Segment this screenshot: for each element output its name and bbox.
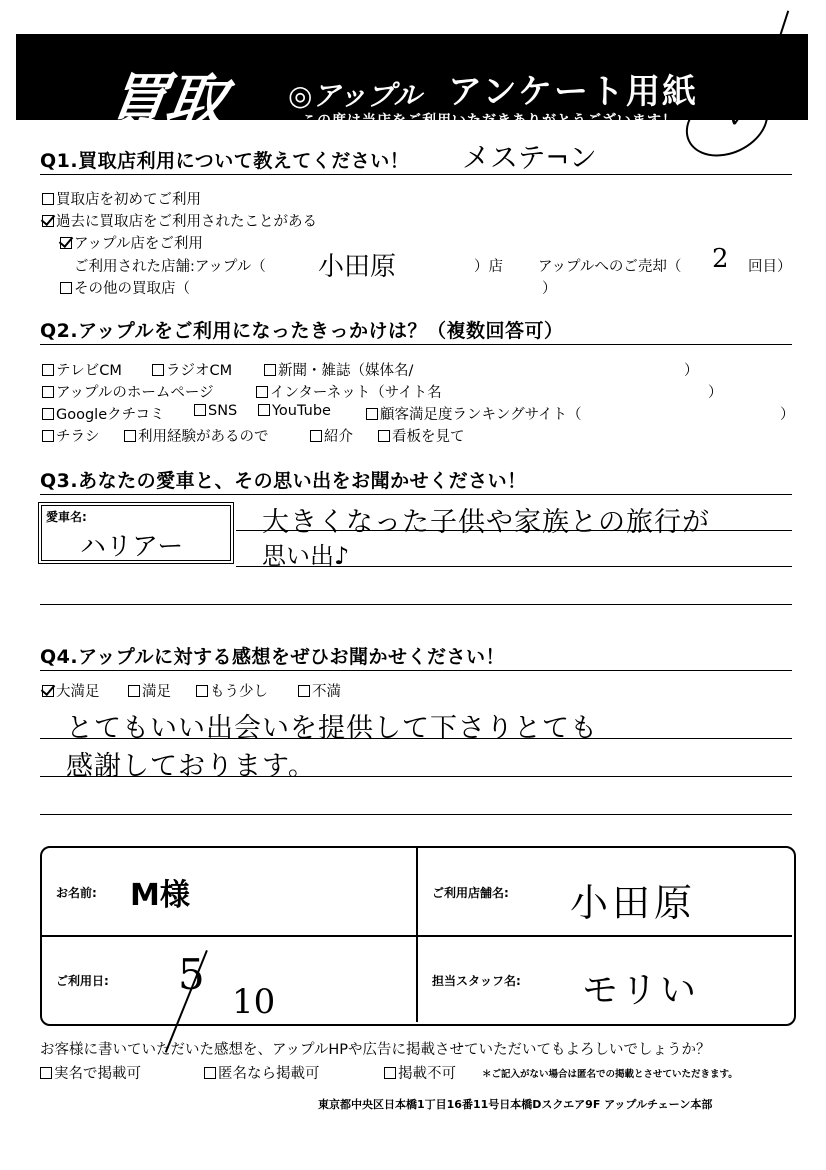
corner-check-mark: ✓ xyxy=(728,104,750,134)
option-apple-shop-label: アップル店をご利用 xyxy=(74,236,203,252)
other-shop-close: ） xyxy=(542,281,557,297)
checkbox-radio-cm[interactable] xyxy=(152,364,164,376)
name-value: M様 xyxy=(130,878,190,913)
option-not-allowed-label: 掲載不可 xyxy=(398,1066,456,1082)
checkbox-more[interactable] xyxy=(196,685,208,697)
checkbox-other-shop[interactable] xyxy=(60,282,72,294)
option-sns[interactable] xyxy=(194,403,237,419)
comment-rule-3 xyxy=(40,814,792,815)
car-name-label: 愛車名: xyxy=(46,510,87,524)
option-satisfied[interactable] xyxy=(128,680,171,701)
checkbox-youtube[interactable] xyxy=(258,404,270,416)
option-radio-cm-label: ラジオCM xyxy=(166,363,233,379)
use-date-day: 10 xyxy=(232,982,276,1022)
checkbox-ranking[interactable] xyxy=(366,408,378,420)
apple-logo-text: アップル xyxy=(312,79,422,112)
option-radio-cm[interactable] xyxy=(152,359,232,380)
option-used-before-label: 過去に買取店をご利用されたことがある xyxy=(56,214,317,230)
comment-rule-2 xyxy=(40,776,792,777)
memory-line-2: 思い出♪ xyxy=(262,542,350,570)
q2-underline xyxy=(40,344,792,345)
memory-line-1: 大きくなった子供や家族との旅行が xyxy=(262,507,710,538)
store-used-handwritten: 小田原 xyxy=(318,252,397,282)
ranking-close: ） xyxy=(780,407,795,423)
q3-underline xyxy=(40,494,792,495)
comment-line-2: 感謝しております。 xyxy=(66,751,316,782)
option-homepage-label: アップルのホームページ xyxy=(56,385,214,401)
checkbox-dissatisfied[interactable] xyxy=(298,685,310,697)
option-google-label: Googleクチコミ xyxy=(56,407,165,423)
q1-underline xyxy=(40,174,792,175)
page-subtitle: この度は当店をご利用いただきありがとうございます！ xyxy=(302,113,677,129)
option-anonymous-label: 匿名なら掲載可 xyxy=(218,1066,320,1082)
consent-note: ＊ご記入がない場合は匿名での掲載とさせていただきます。 xyxy=(482,1069,738,1080)
option-other-shop[interactable] xyxy=(60,277,190,298)
checkbox-very-satisfied[interactable] xyxy=(42,685,54,697)
store-used-suffix: ）店 xyxy=(474,259,503,275)
staff-name-handwritten: モリい xyxy=(582,970,700,1011)
option-not-allowed[interactable] xyxy=(384,1062,456,1083)
option-referral-label: 紹介 xyxy=(324,429,353,445)
option-dissatisfied[interactable] xyxy=(298,680,341,701)
q3-heading: Q3.あなたの愛車と、その思い出をお聞かせください！ xyxy=(40,470,527,492)
comment-rule-1 xyxy=(40,738,792,739)
checkbox-tv-cm[interactable] xyxy=(42,364,54,376)
consent-question: お客様に書いていただいた感想を、アップルHPや広告に掲載させていただいてもよろしいでしょうか？ xyxy=(40,1042,711,1058)
checkbox-sns[interactable] xyxy=(194,404,206,416)
sale-count-suffix: 回目） xyxy=(748,259,792,275)
checkbox-experience[interactable] xyxy=(124,430,136,442)
option-more[interactable] xyxy=(196,680,268,701)
checkbox-real-name[interactable] xyxy=(40,1067,52,1079)
apple-logo xyxy=(288,74,421,114)
checkbox-flyer[interactable] xyxy=(42,430,54,442)
page-title: アンケート用紙 xyxy=(448,72,698,112)
store-name-label: ご利用店舗名: xyxy=(432,886,509,900)
checkbox-internet[interactable] xyxy=(256,386,268,398)
memory-rule-2 xyxy=(236,566,792,567)
q4-underline xyxy=(40,670,792,671)
option-tv-cm-label: テレビCM xyxy=(56,363,122,379)
option-more-label: もう少し xyxy=(210,684,268,700)
option-experience-label: 利用経験があるので xyxy=(138,429,269,445)
name-label: お名前: xyxy=(56,886,97,900)
footer-address: 東京都中央区日本橋1丁目16番11号日本橋Dスクエア9F アップルチェーン本部 xyxy=(318,1098,713,1111)
option-ranking-label: 顧客満足度ランキングサイト（ xyxy=(380,407,582,423)
option-newspaper[interactable] xyxy=(264,359,413,380)
checkbox-satisfied[interactable] xyxy=(128,685,140,697)
option-dissatisfied-label: 不満 xyxy=(312,684,341,700)
q1-heading: Q1.買取店利用について教えてください！ xyxy=(40,150,410,172)
comment-line-1: とてもいい出会いを提供して下さりとても xyxy=(66,713,598,744)
option-google[interactable] xyxy=(42,403,165,424)
checkbox-first-time[interactable] xyxy=(42,193,54,205)
option-tv-cm[interactable] xyxy=(42,359,122,380)
apple-logo-icon: ◎ xyxy=(288,79,313,112)
checkbox-signboard[interactable] xyxy=(378,430,390,442)
option-ranking[interactable] xyxy=(366,403,582,424)
checkbox-homepage[interactable] xyxy=(42,386,54,398)
option-newspaper-label: 新聞・雑誌（媒体名/ xyxy=(278,363,414,379)
option-youtube-label: YouTube xyxy=(272,403,331,419)
option-very-satisfied-label: 大満足 xyxy=(56,684,100,700)
option-real-name-label: 実名で掲載可 xyxy=(54,1066,141,1082)
option-flyer[interactable] xyxy=(42,425,100,446)
info-table-divider-v xyxy=(416,848,418,1022)
use-date-label: ご利用日: xyxy=(56,974,109,988)
checkbox-referral[interactable] xyxy=(310,430,322,442)
q1-handwritten-answer: メステ¬ン xyxy=(462,141,597,174)
option-very-satisfied[interactable] xyxy=(42,680,100,701)
checkbox-used-before[interactable] xyxy=(42,215,54,227)
staff-name-label: 担当スタッフ名: xyxy=(432,974,521,988)
checkbox-google[interactable] xyxy=(42,408,54,420)
option-signboard[interactable] xyxy=(378,425,465,446)
option-flyer-label: チラシ xyxy=(56,429,100,445)
option-referral[interactable] xyxy=(310,425,353,446)
q4-heading: Q4.アップルに対する感想をぜひお聞かせください！ xyxy=(40,646,506,668)
memory-rule-3 xyxy=(40,604,792,605)
option-first-time[interactable] xyxy=(42,188,201,209)
option-other-shop-label: その他の買取店（ xyxy=(74,281,190,297)
checkbox-apple-shop[interactable] xyxy=(60,237,72,249)
checkbox-not-allowed[interactable] xyxy=(384,1067,396,1079)
sale-count-handwritten: 2 xyxy=(712,244,729,274)
car-name-handwritten: ハリアー xyxy=(80,532,184,562)
sale-count-label: アップルへのご売却（ xyxy=(538,259,682,275)
option-anonymous[interactable] xyxy=(204,1062,320,1083)
store-name-handwritten: 小田原 xyxy=(570,881,697,925)
use-date-month: 5 xyxy=(178,950,205,999)
option-sns-label: SNS xyxy=(208,403,238,419)
q2-heading: Q2.アップルをご利用になったきっかけは？（複数回答可） xyxy=(40,320,564,342)
checkbox-newspaper[interactable] xyxy=(264,364,276,376)
checkbox-anonymous[interactable] xyxy=(204,1067,216,1079)
option-real-name[interactable] xyxy=(40,1062,141,1083)
option-satisfied-label: 満足 xyxy=(142,684,171,700)
option-internet[interactable] xyxy=(256,381,442,402)
option-signboard-label: 看板を見て xyxy=(392,429,465,445)
option-used-before[interactable] xyxy=(42,210,317,231)
kaitori-logo: 買取 xyxy=(102,67,229,137)
header-banner xyxy=(16,34,808,137)
option-youtube[interactable] xyxy=(258,403,331,419)
memory-rule-1 xyxy=(236,530,792,531)
option-apple-shop[interactable] xyxy=(60,232,203,253)
store-used-label: ご利用された店舗:アップル（ xyxy=(74,259,266,275)
internet-close: ） xyxy=(708,385,723,401)
option-homepage[interactable] xyxy=(42,381,214,402)
option-first-time-label: 買取店を初めてご利用 xyxy=(56,192,201,208)
option-internet-label: インターネット（サイト名 xyxy=(270,385,442,401)
newspaper-close: ） xyxy=(684,363,699,379)
option-experience[interactable] xyxy=(124,425,269,446)
